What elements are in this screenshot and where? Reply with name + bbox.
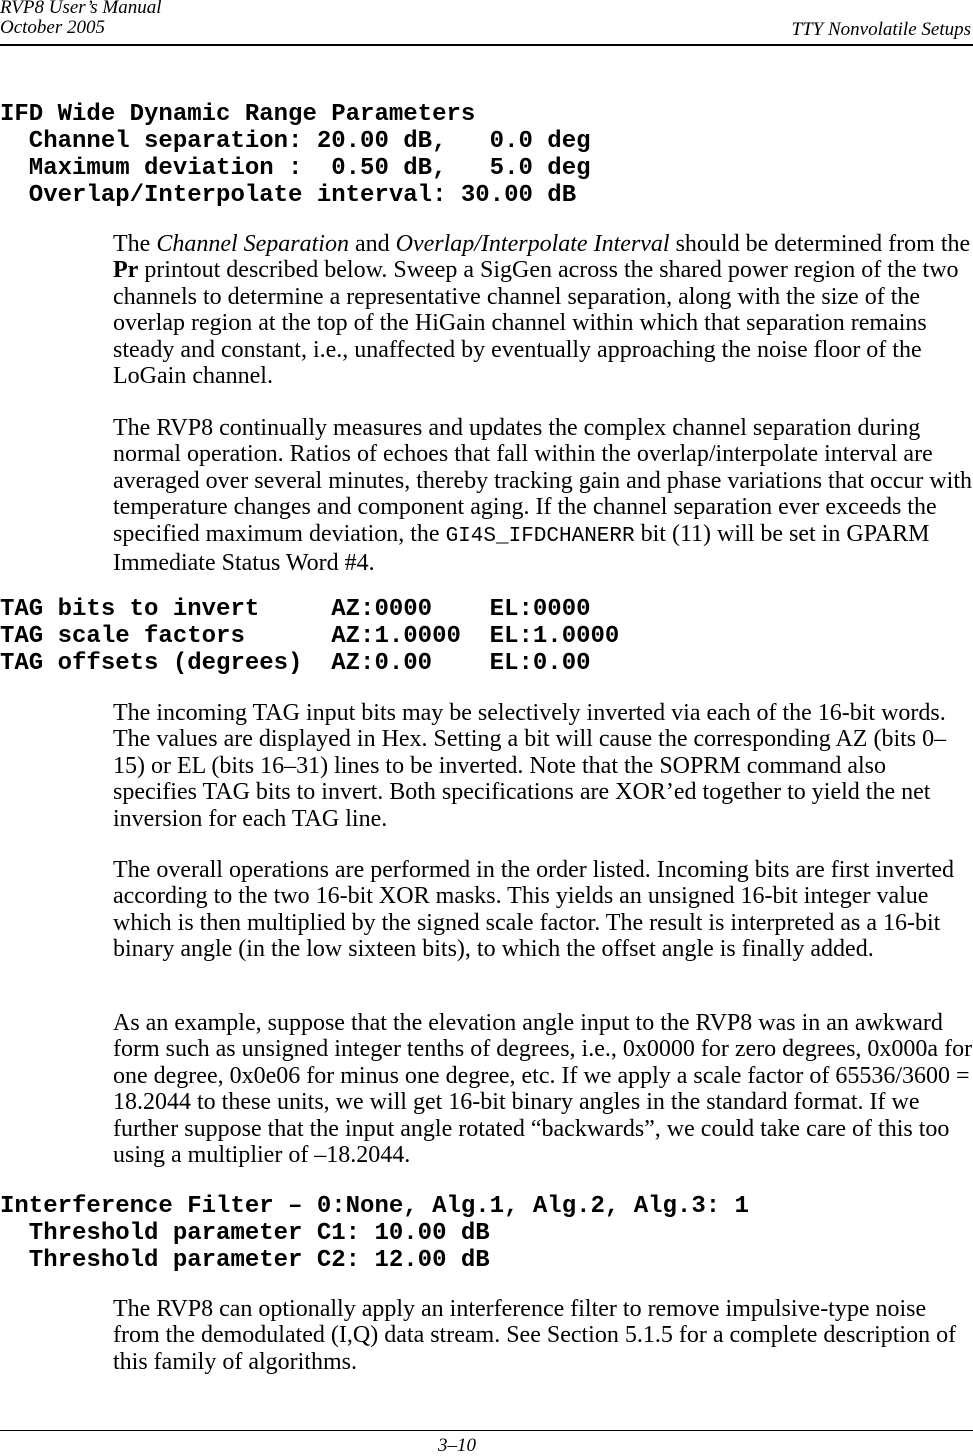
code-line: Overlap/Interpolate interval: 30.00 dB xyxy=(0,182,577,209)
italic-term: Channel Separation xyxy=(156,231,349,257)
paragraph-interference-filter: The RVP8 can optionally apply an interference filter to remove impulsive-type noise from the demodulated (I,Q) data stream. See Section 5.1.5 for a complete description of this family of algorithms. xyxy=(113,1296,957,1375)
text-run: bit (11) will be set in GPARM Immediate Status Word #4. xyxy=(113,520,930,577)
code-line: Maximum deviation : 0.50 dB, 5.0 deg xyxy=(0,155,591,182)
page-number: 3–10 xyxy=(438,1435,476,1456)
text-run: should be determined from the xyxy=(669,231,971,257)
code-line: Threshold parameter C1: 10.00 dB xyxy=(0,1220,490,1247)
code-line: IFD Wide Dynamic Range Parameters xyxy=(0,101,476,128)
manual-date: October 2005 xyxy=(0,17,106,38)
text-run: and xyxy=(348,231,396,257)
bold-term: Pr xyxy=(113,257,139,284)
code-line: Channel separation: 20.00 dB, 0.0 deg xyxy=(0,128,591,155)
italic-term: Overlap/Interpolate Interval xyxy=(395,231,670,257)
code-line: TAG offsets (degrees) AZ:0.00 EL:0.00 xyxy=(0,650,591,677)
text-run: printout described below. Sweep a SigGen across the shared power region of the two channels to determine a representative channel separation, along with the size of the overlap region at the top of the HiGain channel within which that separation remains steady and constant, i.e., unaffected by eventually approaching the noise floor of the LoGain channel. xyxy=(113,257,959,390)
manual-title: RVP8 User’s Manual xyxy=(0,0,162,18)
code-line: TAG scale factors AZ:1.0000 EL:1.0000 xyxy=(0,623,620,650)
interference-filter-block xyxy=(0,1193,749,1274)
paragraph-continual-measurement xyxy=(113,415,973,576)
code-line: Interference Filter – 0:None, Alg.1, Alg.2, Alg.3: 1 xyxy=(0,1193,749,1220)
text-run: The xyxy=(113,231,157,257)
code-line: Threshold parameter C2: 12.00 dB xyxy=(0,1247,490,1274)
tag-parameters-block xyxy=(0,596,619,677)
paragraph-tag-inversion: The incoming TAG input bits may be selectively inverted via each of the 16-bit words. The values are displayed in Hex. Setting a bit will cause the corresponding AZ (bits 0–15) or EL (bits 16–31) lines to be inverted. Note that the SOPRM command also specifies TAG bits to invert. Both specifications are XOR’ed together to yield the net inversion for each TAG line. xyxy=(113,700,947,832)
code-line: TAG bits to invert AZ:0000 EL:0000 xyxy=(0,596,591,623)
ifd-parameters-block xyxy=(0,101,591,209)
header-left xyxy=(0,0,162,38)
paragraph-channel-separation xyxy=(113,231,973,389)
inline-code: GI4S_IFDCHANERR xyxy=(445,524,635,548)
section-title: TTY Nonvolatile Setups xyxy=(791,19,971,40)
text-run: The RVP8 continually measures and updates the complex channel separation during normal operation. Ratios of echoes that fall within the overlap/interpolate interval are averaged over several minutes, thereby tracking gain and phase variations that occur with temperature changes and component aging. If the channel separation ever exceeds the specified maximum deviation, the xyxy=(113,415,973,547)
paragraph-example: As an example, suppose that the elevation angle input to the RVP8 was in an awkward form such as unsigned integer tenths of degrees, i.e., 0x0000 for zero degrees, 0x000a for one degree, 0x0e06 for minus one degree, etc. If we apply a scale factor of 65536/3600 = 18.2044 to these units, we will get 16-bit binary angles in the standard format. If we further suppose that the input angle rotated “backwards”, we could take care of this too using a multiplier of –18.2044. xyxy=(113,1010,973,1169)
header-rule xyxy=(0,44,973,46)
paragraph-overall-operations: The overall operations are performed in the order listed. Incoming bits are first inverted according to the two 16-bit XOR masks. This yields an unsigned 16-bit integer value which is then multiplied by the signed scale factor. The result is interpreted as a 16-bit binary angle (in the low sixteen bits), to which the offset angle is finally added. xyxy=(113,857,955,963)
footer-rule xyxy=(0,1430,973,1431)
